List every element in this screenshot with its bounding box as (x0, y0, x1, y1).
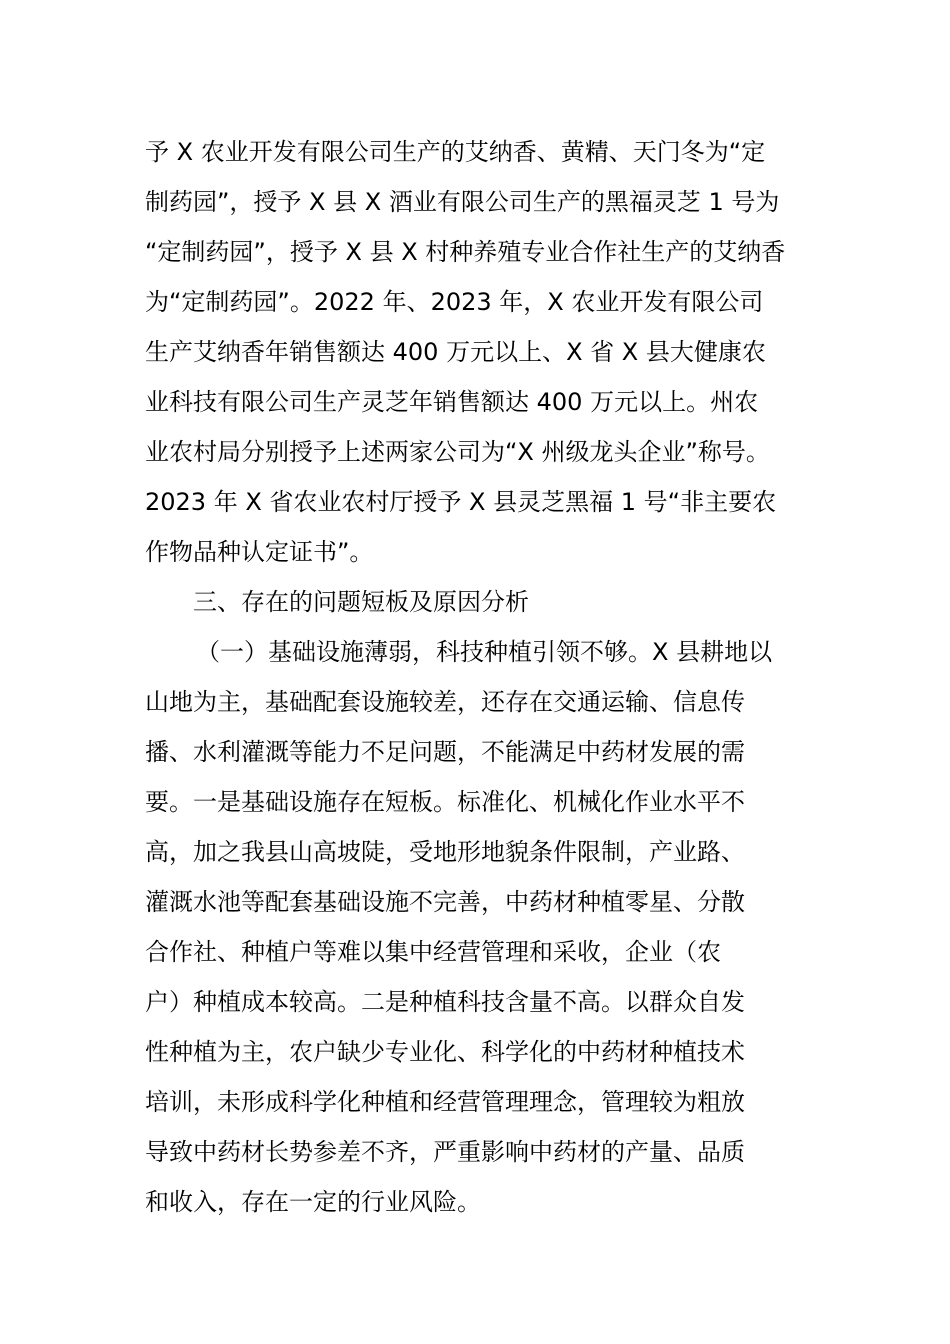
paragraph-line: 播、水利灌溉等能力不足问题，不能满足中药材发展的需 (145, 738, 745, 766)
paragraph-line: “定制药园”，授予 X 县 X 村种养殖专业合作社生产的艾纳香 (145, 238, 786, 266)
paragraph-line: 要。一是基础设施存在短板。标准化、机械化作业水平不 (145, 788, 745, 816)
paragraph-line: 山地为主，基础配套设施较差，还存在交通运输、信息传 (145, 688, 745, 716)
paragraph-line: 予 X 农业开发有限公司生产的艾纳香、黄精、天门冬为“定 (145, 138, 766, 166)
paragraph-line: 户）种植成本较高。二是种植科技含量不高。以群众自发 (145, 988, 745, 1016)
paragraph-line: 为“定制药园”。2022 年、2023 年，X 农业开发有限公司 (145, 288, 764, 316)
paragraph-line: 合作社、种植户等难以集中经营管理和采收，企业（农 (145, 938, 721, 966)
paragraph-line: 培训，未形成科学化种植和经营管理理念，管理较为粗放 (145, 1088, 745, 1116)
paragraph-line: （一）基础设施薄弱，科技种植引领不够。X 县耕地以 (196, 638, 773, 666)
paragraph-line: 性种植为主，农户缺少专业化、科学化的中药材种植技术 (145, 1038, 745, 1066)
paragraph-line: 导致中药材长势参差不齐，严重影响中药材的产量、品质 (145, 1138, 745, 1166)
paragraph-line: 和收入，存在一定的行业风险。 (145, 1188, 481, 1216)
paragraph-line: 业农村局分别授予上述两家公司为“X 州级龙头企业”称号。 (145, 438, 770, 466)
section-heading: 三、存在的问题短板及原因分析 (193, 588, 529, 616)
paragraph-line: 生产艾纳香年销售额达 400 万元以上、X 省 X 县大健康农 (145, 338, 766, 366)
paragraph-line: 作物品种认定证书”。 (145, 538, 374, 566)
paragraph-line: 制药园”，授予 X 县 X 酒业有限公司生产的黑福灵芝 1 号为 (145, 188, 780, 216)
paragraph-line: 2023 年 X 省农业农村厅授予 X 县灵芝黑福 1 号“非主要农 (145, 488, 777, 516)
paragraph-line: 高，加之我县山高坡陡，受地形地貌条件限制，产业路、 (145, 838, 745, 866)
paragraph-line: 灌溉水池等配套基础设施不完善，中药材种植零星、分散 (145, 888, 745, 916)
paragraph-line: 业科技有限公司生产灵芝年销售额达 400 万元以上。州农 (145, 388, 759, 416)
